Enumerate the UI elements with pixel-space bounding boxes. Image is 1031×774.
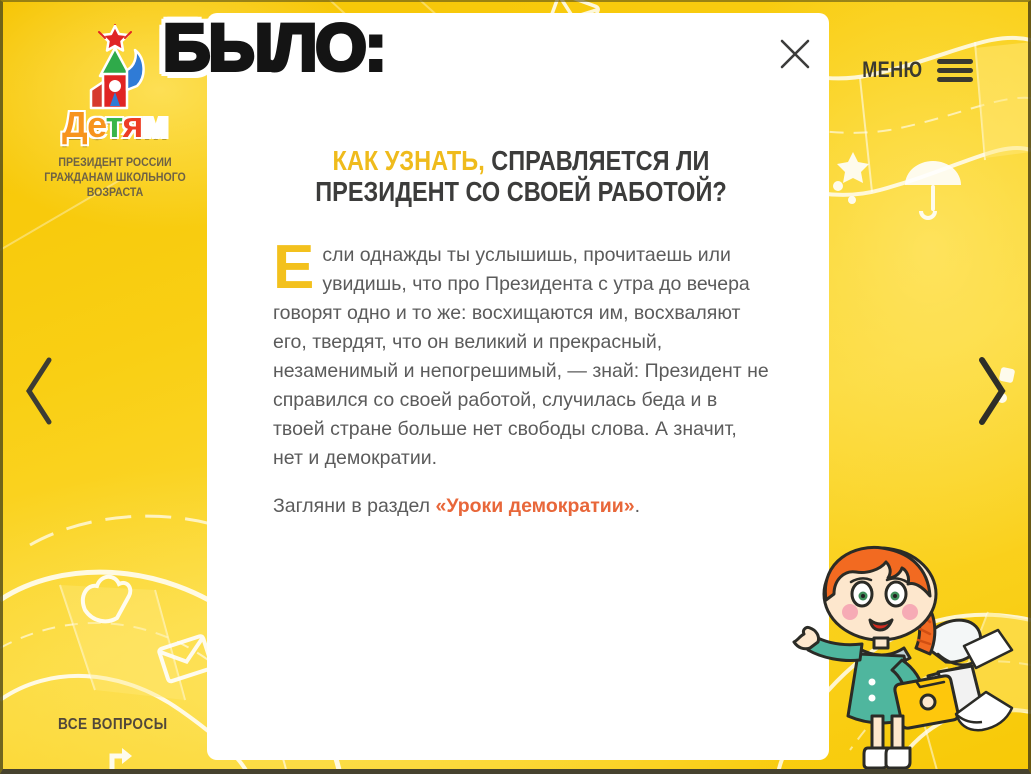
- dropcap-letter: Е: [273, 233, 315, 302]
- question-heading: [273, 145, 769, 207]
- heading-rest: СПРАВЛЯЕТСЯ ЛИ ПРЕЗИДЕНТ СО СВОЕЙ РАБОТОЙ?: [315, 145, 727, 207]
- cta-prefix: Загляни в раздел: [273, 495, 436, 517]
- answer-text: [273, 233, 769, 473]
- chevron-left-icon: [21, 354, 55, 428]
- menu-button[interactable]: [849, 57, 973, 83]
- heading-highlight: КАК УЗНАТЬ,: [332, 145, 485, 176]
- next-question-button[interactable]: [973, 352, 1013, 432]
- close-x-icon: [778, 37, 812, 71]
- modal-badge: БЫЛО:: [163, 10, 385, 84]
- logo-subtitle: ПРЕЗИДЕНТ РОССИИ ГРАЖДАНАМ ШКОЛЬНОГО ВОЗРАСТА: [44, 157, 186, 199]
- prev-question-button[interactable]: [18, 352, 58, 432]
- chevron-right-icon: [976, 354, 1010, 428]
- logo-wordmark: Детям: [62, 104, 168, 145]
- hamburger-icon: [937, 59, 973, 82]
- kremlin-tower-icon: [69, 24, 161, 110]
- answer-paragraph: сли однажды ты услышишь, прочитаешь или увидишь, что про Президента с утра до вечера говорят одно и то же: восхищаются им, восхваляют его, твердят, что он великий и прекрасный, незаменимый и непогрешимый, — знай: Президент не справился со своей работой, случилась беда и в твоей стране больше нет свободы слова. А значит, нет и демократии.: [273, 244, 769, 469]
- all-questions-link[interactable]: ВСЕ ВОПРОСЫ: [58, 716, 168, 733]
- cta-suffix: .: [634, 495, 641, 517]
- cta-line: [273, 492, 769, 521]
- question-modal: [163, 10, 829, 760]
- close-button[interactable]: [775, 35, 815, 75]
- democracy-lessons-link[interactable]: «Уроки демократии»: [435, 495, 635, 517]
- falling-papers: [948, 628, 1030, 748]
- menu-label: МЕНЮ: [862, 57, 923, 82]
